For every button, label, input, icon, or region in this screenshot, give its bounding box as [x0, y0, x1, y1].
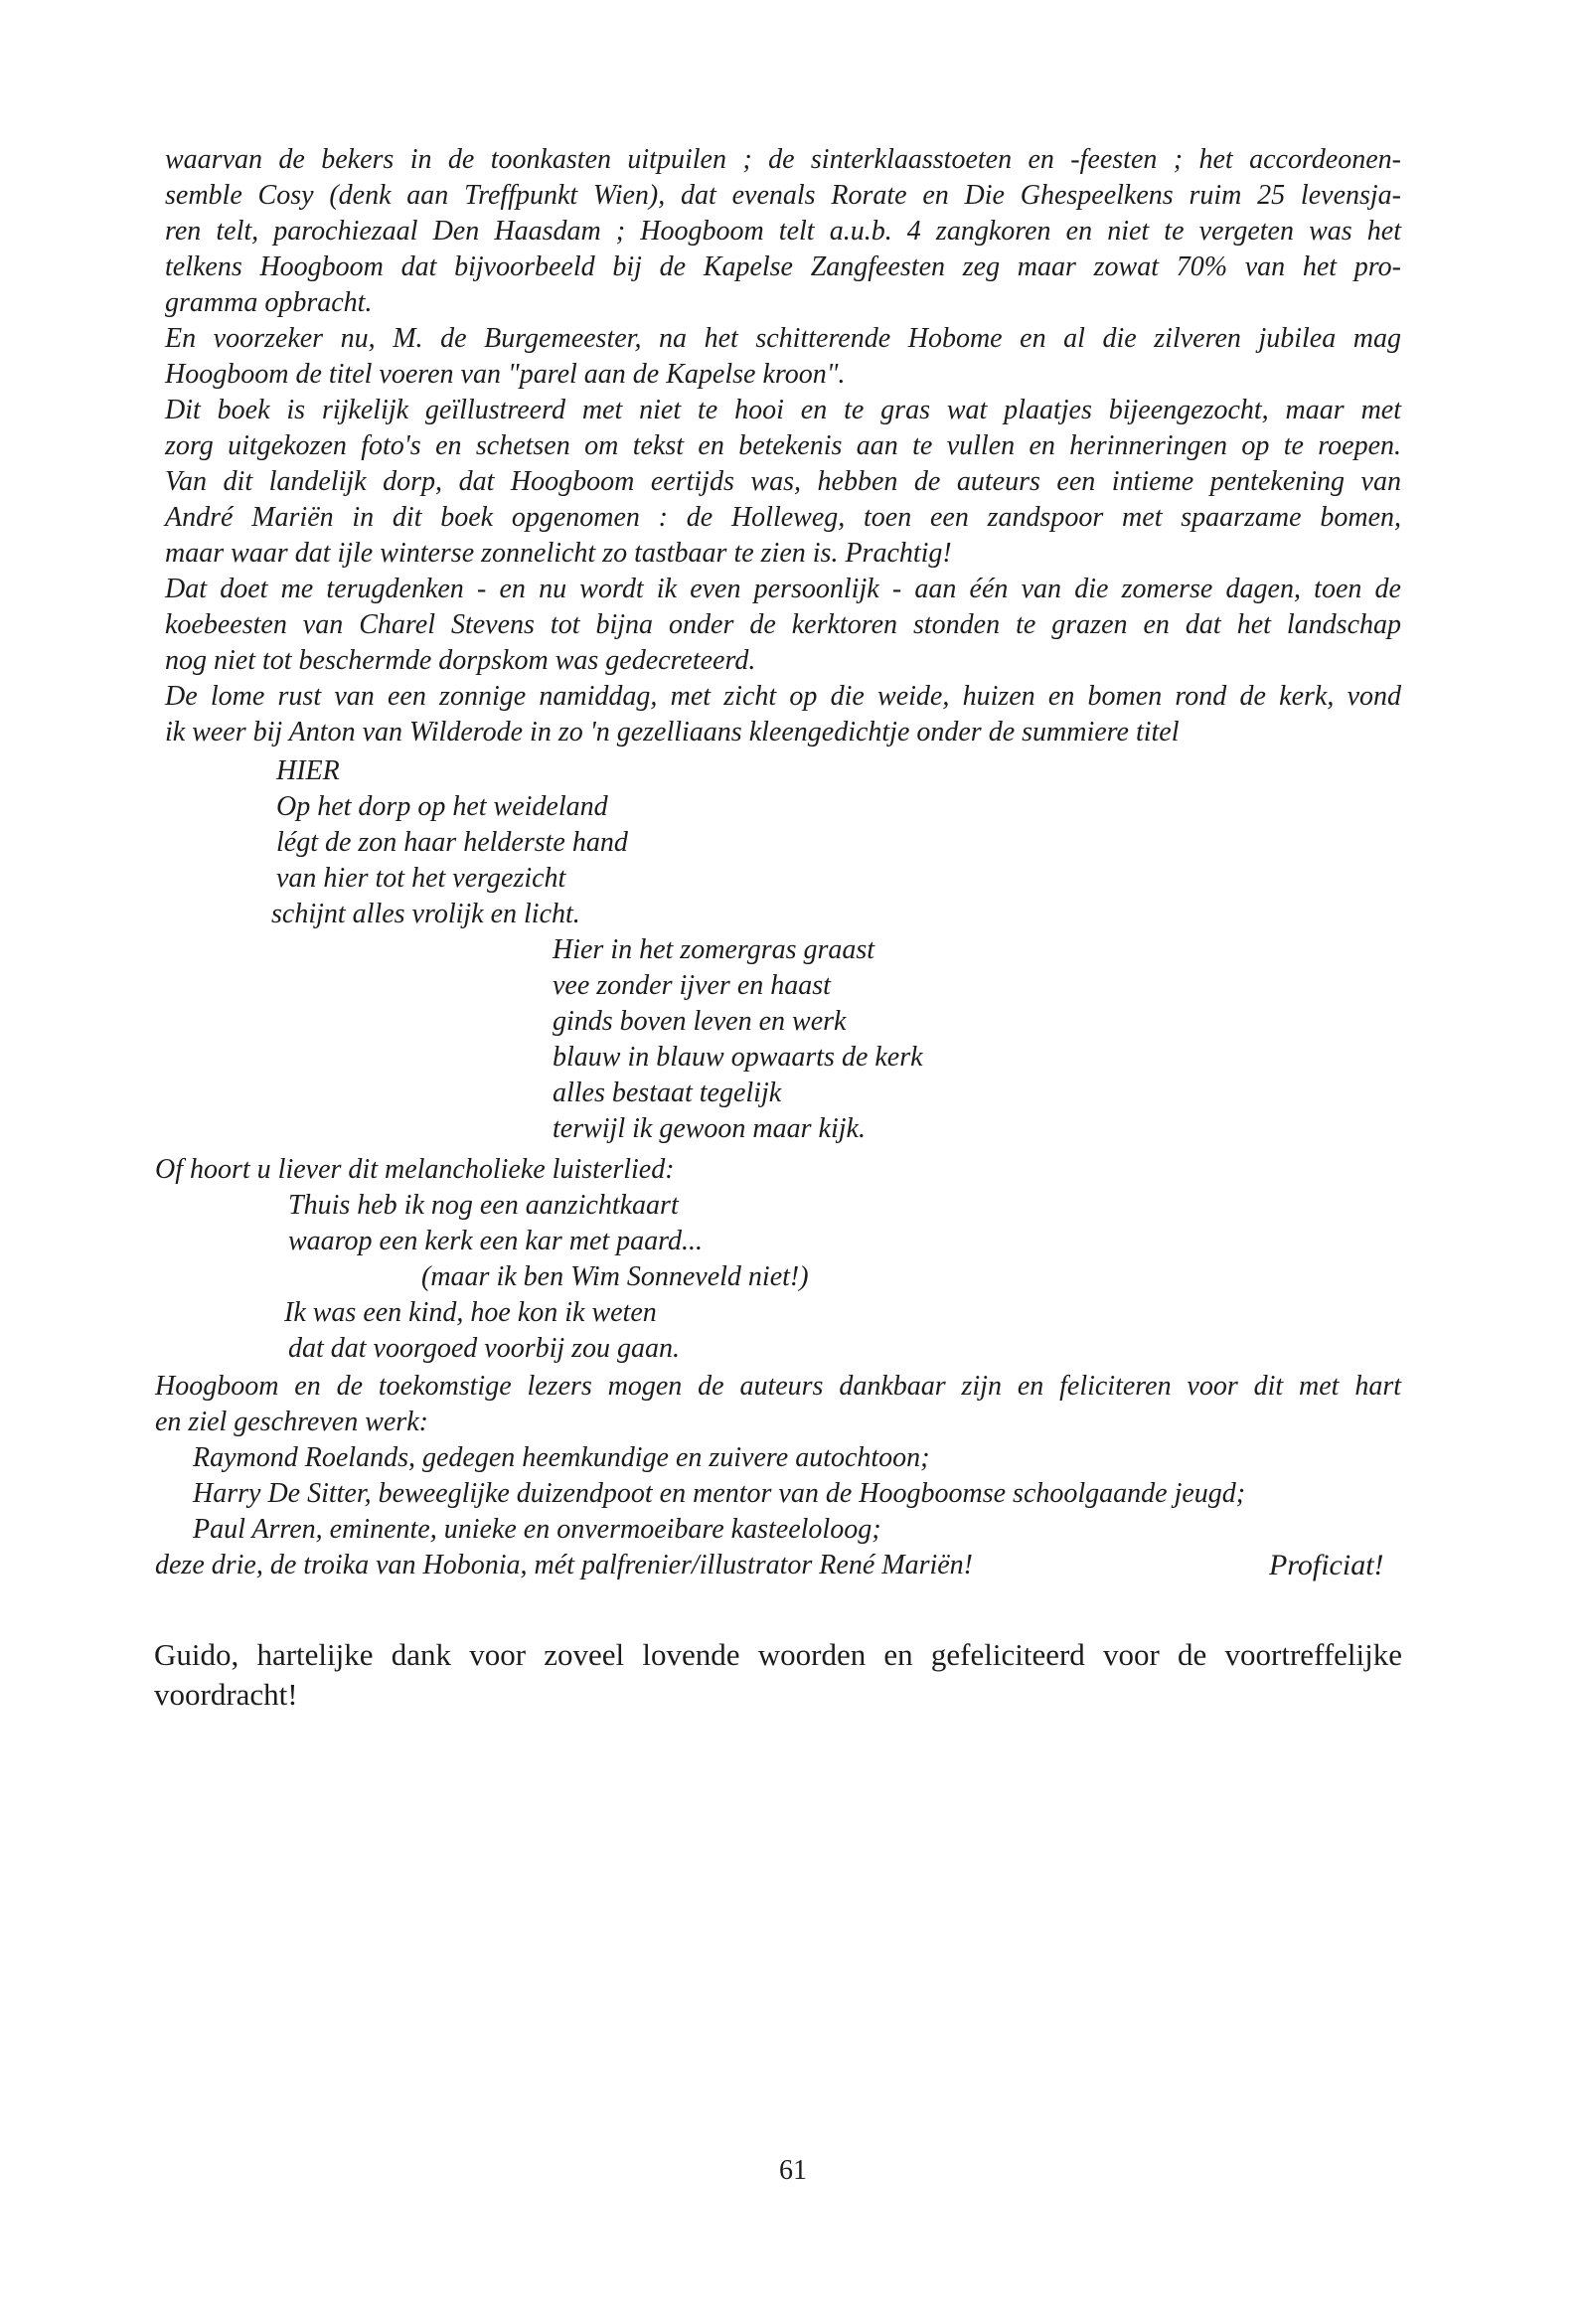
poem-line: Op het dorp op het weideland: [276, 791, 608, 822]
poem-line: blauw in blauw opwaarts de kerk: [553, 1042, 923, 1073]
poem-line: van hier tot het vergezicht: [276, 863, 566, 894]
text-line: Dit boek is rijkelijk geïllustreerd met niet te hooi en te gras wat plaatjes bijeengezocht, maar met: [165, 395, 1401, 425]
poem-title: HIER: [276, 755, 340, 786]
text-line: Guido, hartelijke dank voor zoveel lovende woorden en gefeliciteerd voor de voortreffelijke: [154, 1637, 1402, 1672]
proficiat-text: Proficiat!: [1269, 1549, 1384, 1581]
text-line: gramma opbracht.: [165, 287, 373, 318]
poem-line: waarop een kerk een kar met paard...: [288, 1226, 704, 1256]
text-line: zorg uitgekozen foto's en schetsen om tekst en betekenis aan te vullen en herinneringen op te roepen.: [165, 430, 1401, 461]
text-line: en ziel geschreven werk:: [155, 1407, 428, 1437]
poem-line: alles bestaat tegelijk: [553, 1078, 782, 1108]
text-line: waarvan de bekers in de toonkasten uitpuilen ; de sinterklaasstoeten en -feesten ; het accordeonen-: [165, 144, 1401, 175]
text-line: De lome rust van een zonnige namiddag, met zicht op die weide, huizen en bomen rond de kerk, vond: [165, 681, 1401, 712]
poem-line: Ik was een kind, hoe kon ik weten: [284, 1297, 657, 1328]
poem-line: (maar ik ben Wim Sonneveld niet!): [421, 1261, 809, 1292]
text-line: Dat doet me terugdenken - en nu wordt ik even persoonlijk - aan één van die zomerse dagen, toen de: [165, 574, 1401, 604]
text-line: Of hoort u liever dit melancholieke luisterlied:: [155, 1154, 675, 1185]
text-line: deze drie, de troika van Hobonia, mét palfrenier/illustrator René Mariën!: [155, 1550, 974, 1580]
text-line: En voorzeker nu, M. de Burgemeester, na het schitterende Hobome en al die zilveren jubilea mag: [165, 323, 1401, 354]
text-line: Hoogboom en de toekomstige lezers mogen de auteurs dankbaar zijn en feliciteren voor dit met hart: [155, 1371, 1401, 1402]
text-line: Hoogboom de titel voeren van "parel aan de Kapelse kroon".: [165, 359, 846, 390]
poem-line: schijnt alles vrolijk en licht.: [271, 899, 580, 929]
text-line: nog niet tot beschermde dorpskom was gedecreteerd.: [165, 645, 756, 676]
poem-line: Hier in het zomergras graast: [553, 934, 875, 965]
text-line: telkens Hoogboom dat bijvoorbeeld bij de Kapelse Zangfeesten zeg maar zowat 70% van het pro-: [165, 251, 1401, 282]
text-line: voordracht!: [154, 1677, 298, 1712]
text-line: Van dit landelijk dorp, dat Hoogboom eertijds was, hebben de auteurs een intieme pentekening van: [165, 466, 1401, 497]
text-line: André Mariën in dit boek opgenomen : de Holleweg, toen een zandspoor met spaarzame bomen,: [165, 502, 1401, 533]
author-line: Paul Arren, eminente, unieke en onvermoeibare kasteeloloog;: [193, 1514, 881, 1545]
page-number: 61: [779, 2155, 807, 2186]
poem-line: Thuis heb ik nog een aanzichtkaart: [288, 1190, 679, 1221]
text-line: semble Cosy (denk aan Treffpunkt Wien), dat evenals Rorate en Die Ghespeelkens ruim 25 levensja-: [165, 180, 1401, 211]
author-line: Raymond Roelands, gedegen heemkundige en zuivere autochtoon;: [193, 1442, 930, 1473]
poem-line: terwijl ik gewoon maar kijk.: [553, 1113, 866, 1144]
text-line: ik weer bij Anton van Wilderode in zo 'n gezelliaans kleengedichtje onder de summiere titel: [165, 717, 1180, 747]
poem-line: ginds boven leven en werk: [553, 1006, 847, 1037]
author-line: Harry De Sitter, beweeglijke duizendpoot en mentor van de Hoogboomse schoolgaande jeugd;: [193, 1478, 1246, 1509]
poem-line: dat dat voorgoed voorbij zou gaan.: [288, 1333, 681, 1364]
text-line: maar waar dat ijle winterse zonnelicht zo tastbaar te zien is. Prachtig!: [165, 538, 952, 569]
text-line: ren telt, parochiezaal Den Haasdam ; Hoogboom telt a.u.b. 4 zangkoren en niet te vergeten was het: [165, 216, 1401, 247]
text-line: koebeesten van Charel Stevens tot bijna onder de kerktoren stonden te grazen en dat het landschap: [165, 609, 1401, 640]
poem-line: légt de zon haar helderste hand: [276, 827, 628, 858]
poem-line: vee zonder ijver en haast: [553, 970, 831, 1001]
